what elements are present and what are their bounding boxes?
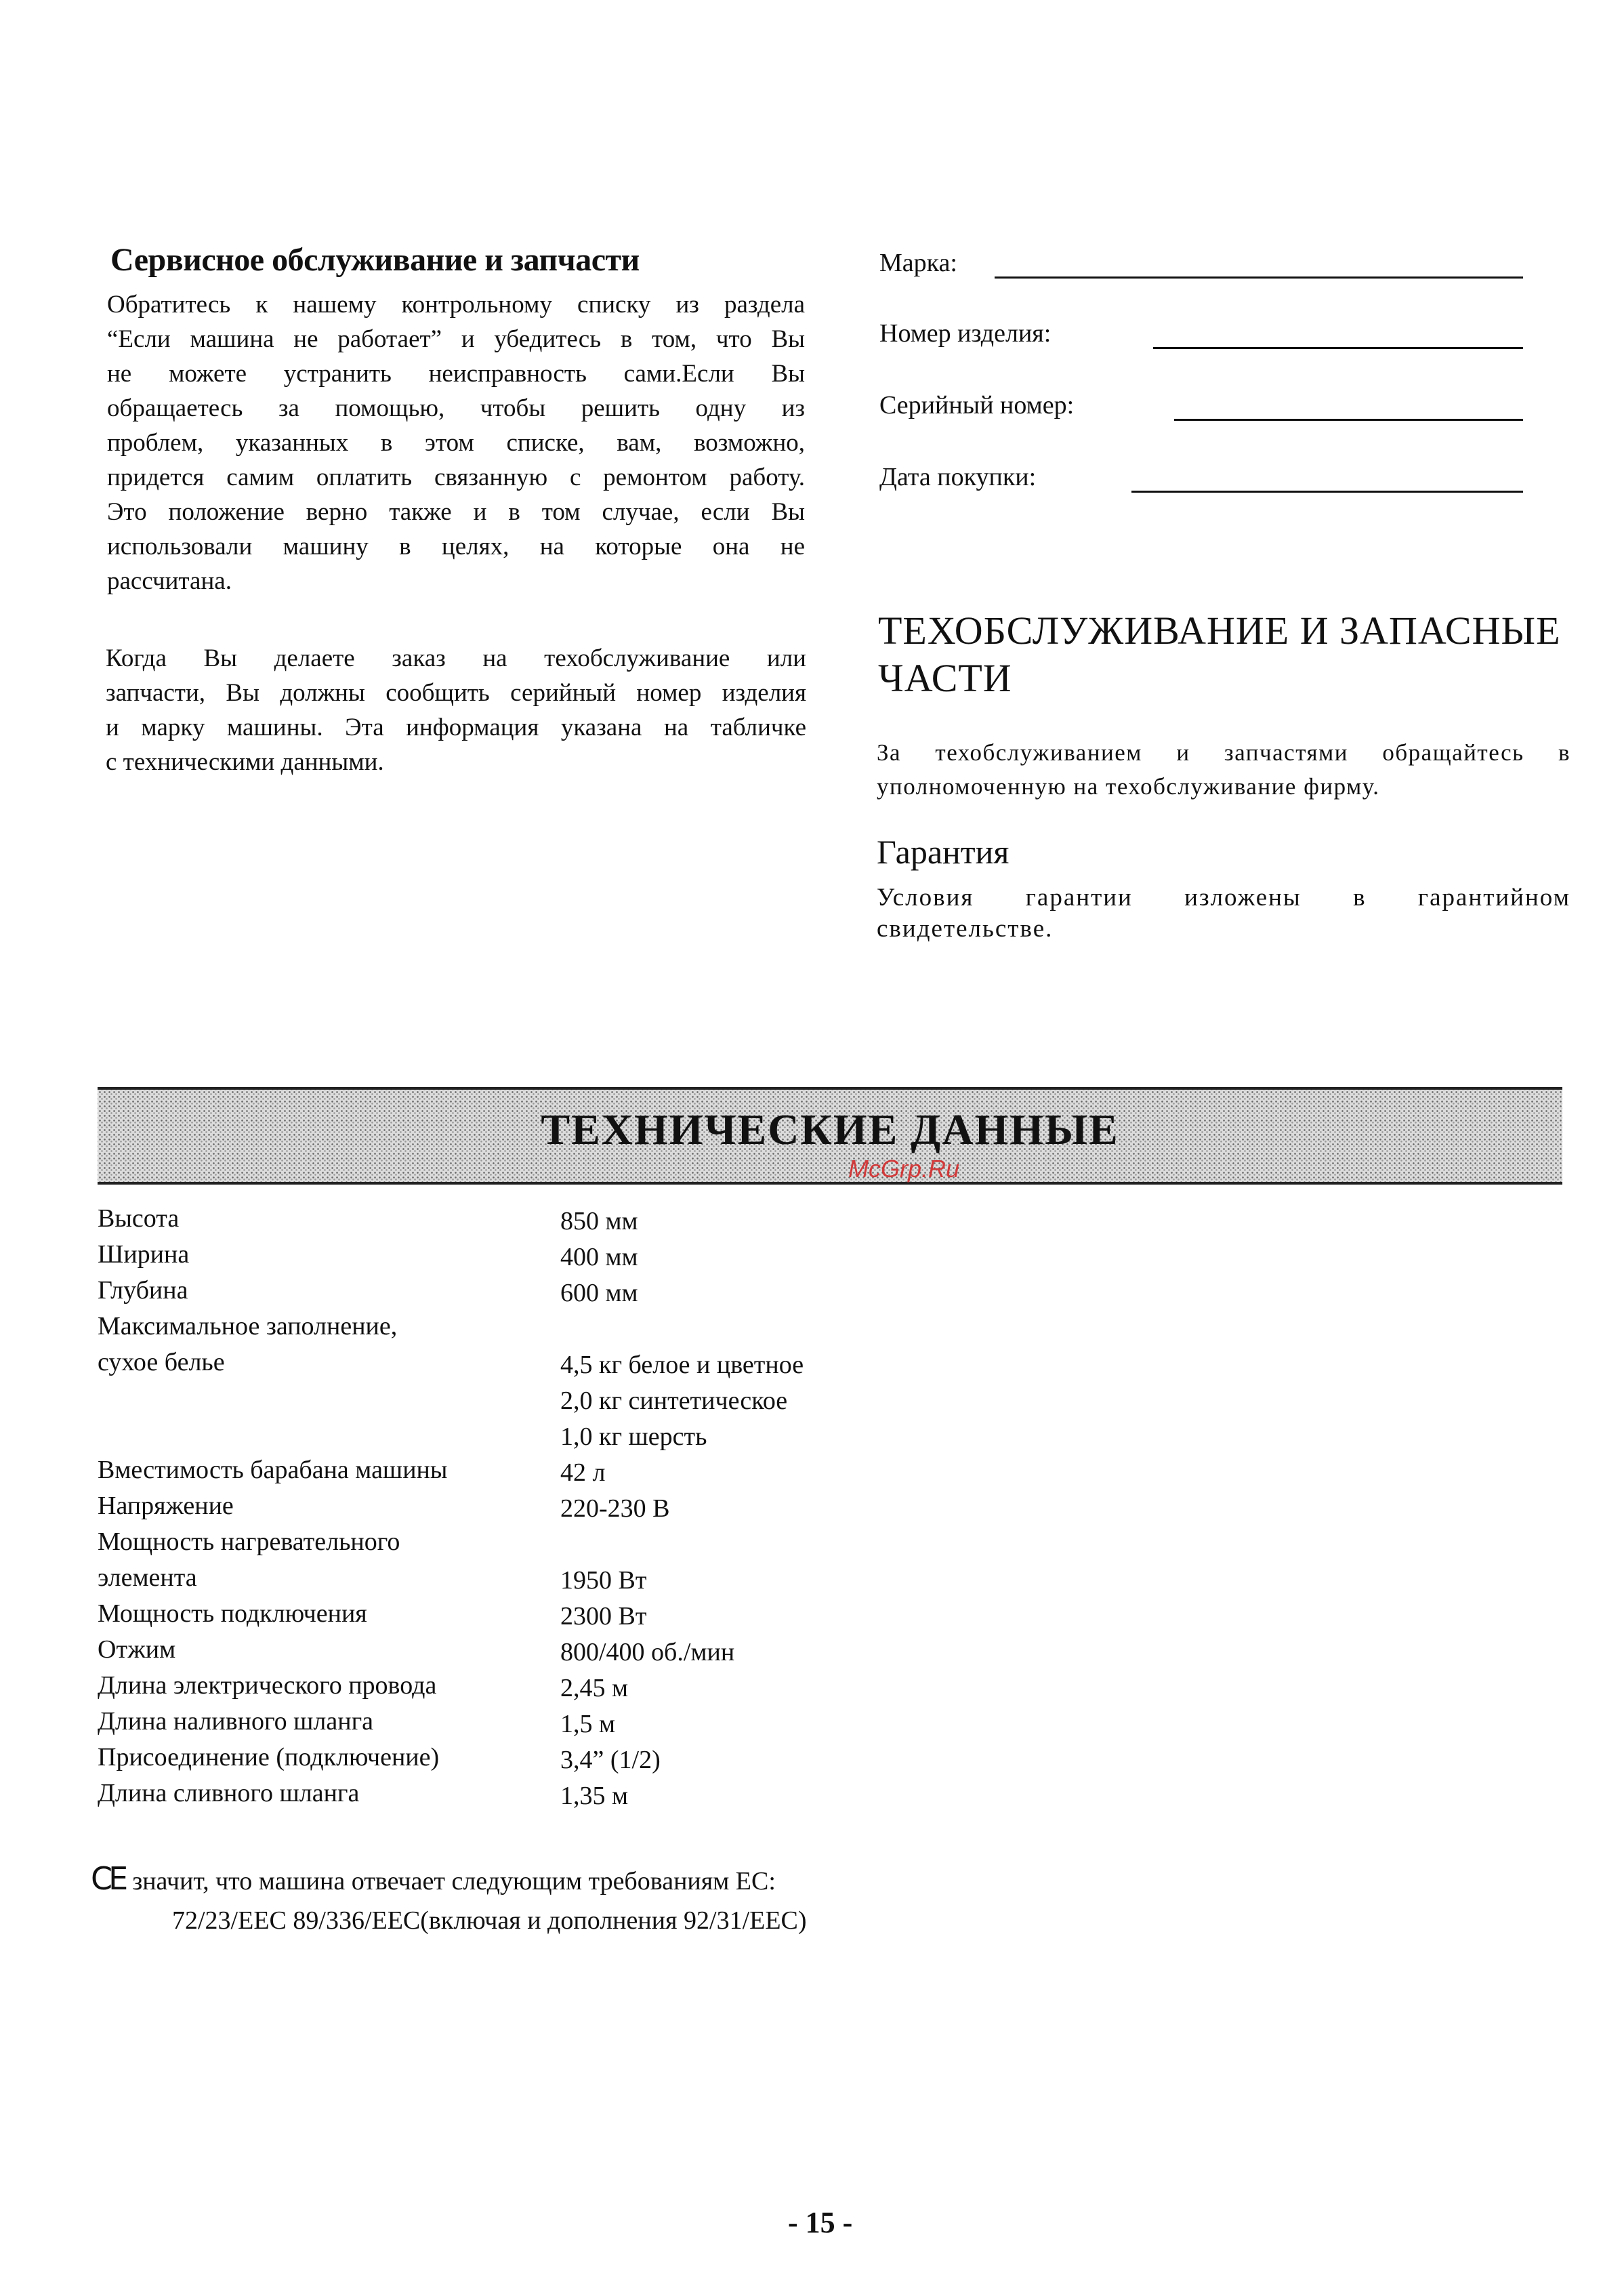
spec-label: Отжим — [98, 1635, 176, 1664]
spec-row — [98, 1383, 978, 1419]
spec-row — [98, 1527, 978, 1563]
p2-line: Когда Вы делаете заказ на техобслуживание или — [106, 644, 806, 672]
field-product-number-line[interactable] — [1153, 347, 1523, 349]
field-serial-number-line[interactable] — [1174, 419, 1523, 421]
field-product-number-label: Номер изделия: — [879, 319, 1052, 348]
tech-data-title: ТЕХНИЧЕСКИЕ ДАННЫЕ — [541, 1105, 1119, 1153]
p1-line: “Если машина не работает” и убедитесь в том, что Вы — [107, 325, 805, 353]
spec-label: Ширина — [98, 1240, 190, 1269]
spec-value: 1,0 кг шерсть — [560, 1422, 707, 1451]
page-number: - 15 - — [788, 2206, 853, 2239]
spec-label: Глубина — [98, 1276, 188, 1305]
spec-label: Мощность подключения — [98, 1599, 367, 1628]
p1-line: Обратитесь к нашему контрольному списку из раздела — [107, 291, 805, 319]
ce-text: значит, что машина отвечает следующим требованиям ЕС: — [132, 1867, 776, 1895]
ce-directives: 72/23/EEC 89/336/EEC(включая и дополнения 92/31/EEC) — [172, 1906, 807, 1935]
warranty-text — [877, 882, 1570, 945]
p1-line: не можете устранить неисправность сами.Если Вы — [107, 360, 805, 388]
p2-line: с техническими данными. — [106, 748, 384, 776]
spec-value: 1,35 м — [560, 1782, 629, 1810]
ce-mark-icon: CE — [91, 1860, 125, 1897]
maintenance-title-line1: ТЕХОБСЛУЖИВАНИЕ И ЗАПАСНЫЕ — [878, 609, 1561, 653]
spec-value: 1950 Вт — [560, 1566, 647, 1595]
spec-value: 220-230 В — [560, 1494, 670, 1523]
spec-row — [98, 1347, 978, 1383]
field-serial-number-label: Серийный номер: — [879, 391, 1075, 419]
p1-line: обращаетесь за помощью, чтобы решить одну из — [107, 394, 805, 422]
spec-row — [98, 1455, 978, 1491]
field-brand[interactable] — [879, 248, 1523, 289]
p2-line: запчасти, Вы должны сообщить серийный номер изделия — [106, 679, 806, 707]
tech-data-banner — [98, 1087, 1562, 1185]
spec-row — [98, 1778, 978, 1814]
ce-statement — [91, 1860, 776, 1897]
p1-line: рассчитана. — [107, 567, 232, 595]
spec-table — [98, 1204, 978, 1814]
spec-value: 1,5 м — [560, 1710, 616, 1738]
p1-line: Это положение верно также и в том случае, если Вы — [107, 498, 805, 526]
spec-row — [98, 1706, 978, 1742]
maintenance-text-line2: уполномоченную на техобслуживание фирму. — [877, 773, 1380, 800]
spec-label: Напряжение — [98, 1492, 234, 1520]
maintenance-text — [877, 736, 1570, 804]
spec-row — [98, 1239, 978, 1275]
p1-line: использовали машину в целях, на которые она не — [107, 533, 805, 560]
watermark: McGrp.Ru — [848, 1155, 960, 1183]
warranty-text-line1: Условия гарантии изложены в гарантийном — [877, 884, 1570, 911]
spec-label: Вместимость барабана машины — [98, 1456, 448, 1484]
spec-value: 2300 Вт — [560, 1602, 647, 1631]
spec-row — [98, 1311, 978, 1347]
spec-row — [98, 1670, 978, 1706]
service-paragraph-1 — [107, 287, 805, 598]
field-serial-number[interactable] — [879, 390, 1523, 431]
spec-value: 4,5 кг белое и цветное — [560, 1351, 804, 1379]
spec-row — [98, 1599, 978, 1635]
spec-value: 850 мм — [560, 1207, 638, 1235]
spec-row — [98, 1204, 978, 1239]
field-purchase-date-line[interactable] — [1131, 491, 1523, 493]
spec-value: 2,0 кг синтетическое — [560, 1387, 788, 1415]
spec-label: Длина электрического провода — [98, 1671, 437, 1700]
spec-row — [98, 1491, 978, 1527]
maintenance-title-line2: ЧАСТИ — [878, 656, 1012, 700]
service-heading: Сервисное обслуживание и запчасти — [110, 242, 640, 278]
spec-label: элемента — [98, 1563, 197, 1592]
field-brand-line[interactable] — [995, 276, 1523, 279]
spec-label: Мощность нагревательного — [98, 1528, 400, 1556]
field-brand-label: Марка: — [879, 249, 957, 277]
spec-row — [98, 1742, 978, 1778]
spec-value: 2,45 м — [560, 1674, 629, 1702]
spec-label: Присоединение (подключение) — [98, 1743, 440, 1771]
spec-row — [98, 1635, 978, 1670]
service-paragraph-2 — [106, 641, 806, 779]
field-product-number[interactable] — [879, 319, 1523, 359]
maintenance-title — [878, 607, 1561, 702]
spec-label: Длина наливного шланга — [98, 1707, 374, 1736]
p1-line: придется самим оплатить связанную с ремонтом работу. — [107, 464, 805, 491]
spec-value: 800/400 об./мин — [560, 1638, 735, 1666]
spec-row — [98, 1419, 978, 1455]
warranty-title: Гарантия — [877, 833, 1009, 871]
spec-row — [98, 1275, 978, 1311]
spec-value: 400 мм — [560, 1243, 638, 1271]
warranty-text-line2: свидетельстве. — [877, 915, 1054, 943]
field-purchase-date[interactable] — [879, 462, 1523, 503]
spec-value: 42 л — [560, 1458, 606, 1487]
field-purchase-date-label: Дата покупки: — [879, 463, 1037, 491]
spec-row — [98, 1563, 978, 1599]
spec-value: 600 мм — [560, 1279, 638, 1307]
spec-label: Длина сливного шланга — [98, 1779, 360, 1807]
spec-label: сухое белье — [98, 1348, 225, 1376]
maintenance-text-line1: За техобслуживанием и запчастями обращайтесь в — [877, 739, 1570, 766]
spec-value: 3,4” (1/2) — [560, 1746, 661, 1774]
spec-label: Высота — [98, 1204, 180, 1233]
spec-label: Максимальное заполнение, — [98, 1312, 398, 1340]
p1-line: проблем, указанных в этом списке, вам, возможно, — [107, 429, 805, 457]
p2-line: и марку машины. Эта информация указана на табличке — [106, 714, 806, 741]
